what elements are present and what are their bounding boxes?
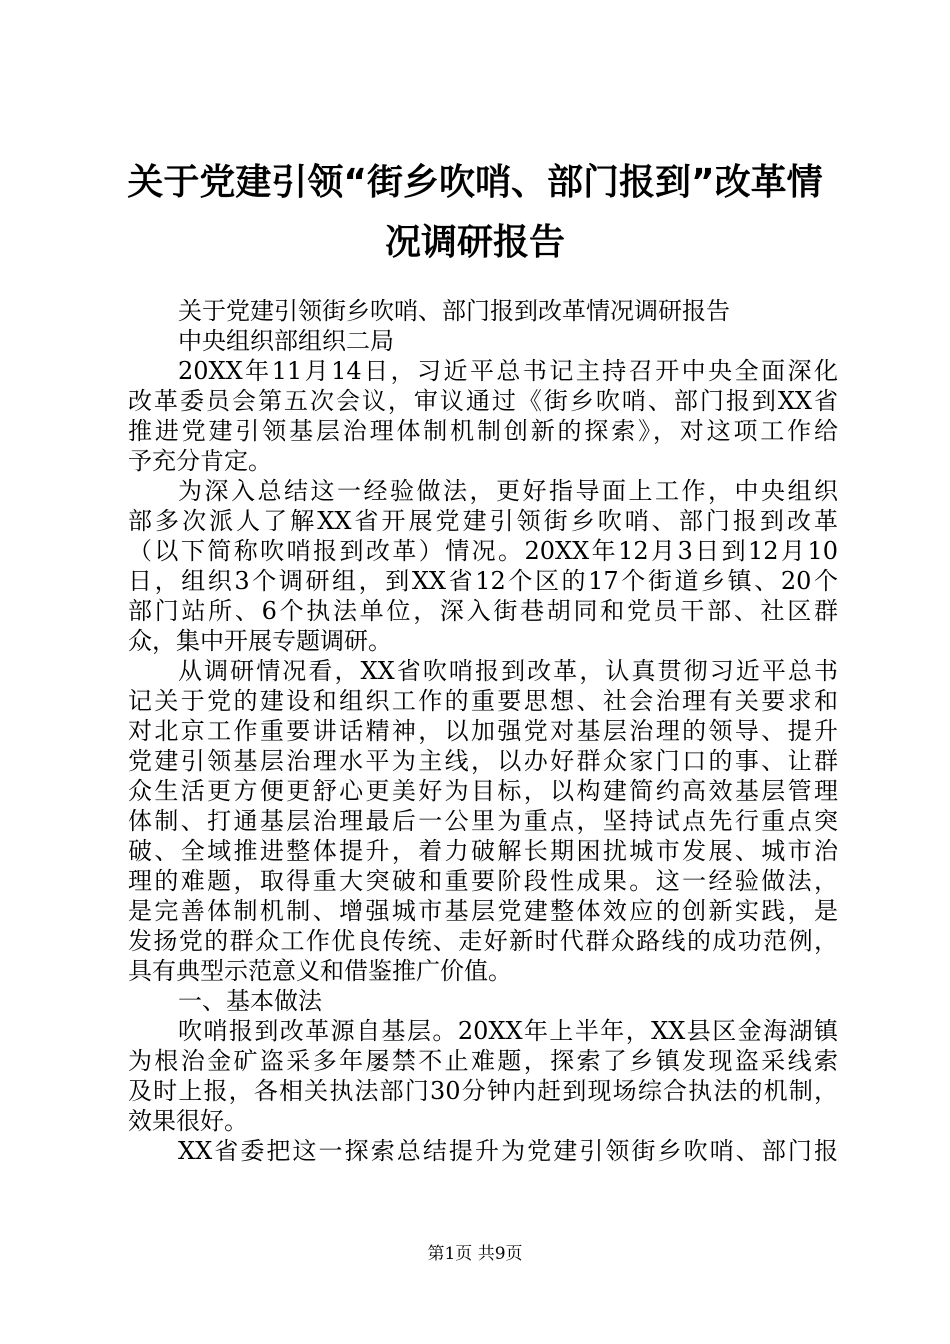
text-line: 部门站所、6个执法单位，深入街巷胡同和党员干部、社区群 [128,597,838,625]
text-line: 中央组织部组织二局 [178,327,394,355]
text-line: 具有典型示范意义和借鉴推广价值。 [128,957,512,985]
text-line: 日，组织3个调研组，到XX省12个区的17个街道乡镇、20个 [128,567,838,595]
text-line: 从调研情况看，XX省吹哨报到改革，认真贯彻习近平总书 [178,657,838,685]
text-line: 一、基本做法 [178,987,322,1015]
text-line: 众，集中开展专题调研。 [128,627,392,655]
text-line: 吹哨报到改革源自基层。20XX年上半年，XX县区金海湖镇 [178,1017,838,1045]
text-line: 及时上报，各相关执法部门30分钟内赶到现场综合执法的机制， [128,1077,838,1105]
text-line: 众生活更方便更舒心更美好为目标，以构建简约高效基层管理 [128,777,838,805]
text-line: 体制、打通基层治理最后一公里为重点，坚持试点先行重点突 [128,807,838,835]
text-line: 效果很好。 [128,1107,248,1135]
text-line: 破、全域推进整体提升，着力破解长期困扰城市发展、城市治 [128,837,838,865]
text-line: 是完善体制机制、增强城市基层党建整体效应的创新实践，是 [128,897,838,925]
text-line: 发扬党的群众工作优良传统、走好新时代群众路线的成功范例， [128,927,838,955]
text-line: 记关于党的建设和组织工作的重要思想、社会治理有关要求和 [128,687,838,715]
text-line: 党建引领基层治理水平为主线，以办好群众家门口的事、让群 [128,747,838,775]
text-line: 对北京工作重要讲话精神，以加强党对基层治理的领导、提升 [128,717,838,745]
text-line: 关于党建引领街乡吹哨、部门报到改革情况调研报告 [178,297,730,325]
page-footer: 第1页 共9页 [427,1244,523,1264]
text-line: 为根治金矿盗采多年屡禁不止难题，探索了乡镇发现盗采线索 [128,1047,838,1075]
title-line-1: 关于党建引领“街乡吹哨、部门报到”改革情 [127,162,823,203]
document-body [128,296,838,1166]
text-line: （以下简称吹哨报到改革）情况。20XX年12月3日到12月10 [128,537,838,565]
text-line: 改革委员会第五次会议，审议通过《街乡吹哨、部门报到XX省 [128,387,838,415]
text-line: 20XX年11月14日，习近平总书记主持召开中央全面深化 [178,357,838,385]
text-line: 部多次派人了解XX省开展党建引领街乡吹哨、部门报到改革 [128,507,838,535]
title-line-2: 况调研报告 [384,222,565,263]
text-line: XX省委把这一探索总结提升为党建引领街乡吹哨、部门报 [178,1137,838,1165]
document-title [120,153,830,273]
text-line: 予充分肯定。 [128,447,272,475]
text-line: 为深入总结这一经验做法，更好指导面上工作，中央组织 [178,477,838,505]
text-line: 理的难题，取得重大突破和重要阶段性成果。这一经验做法， [128,867,838,895]
text-line: 推进党建引领基层治理体制机制创新的探索》，对这项工作给 [128,417,838,445]
